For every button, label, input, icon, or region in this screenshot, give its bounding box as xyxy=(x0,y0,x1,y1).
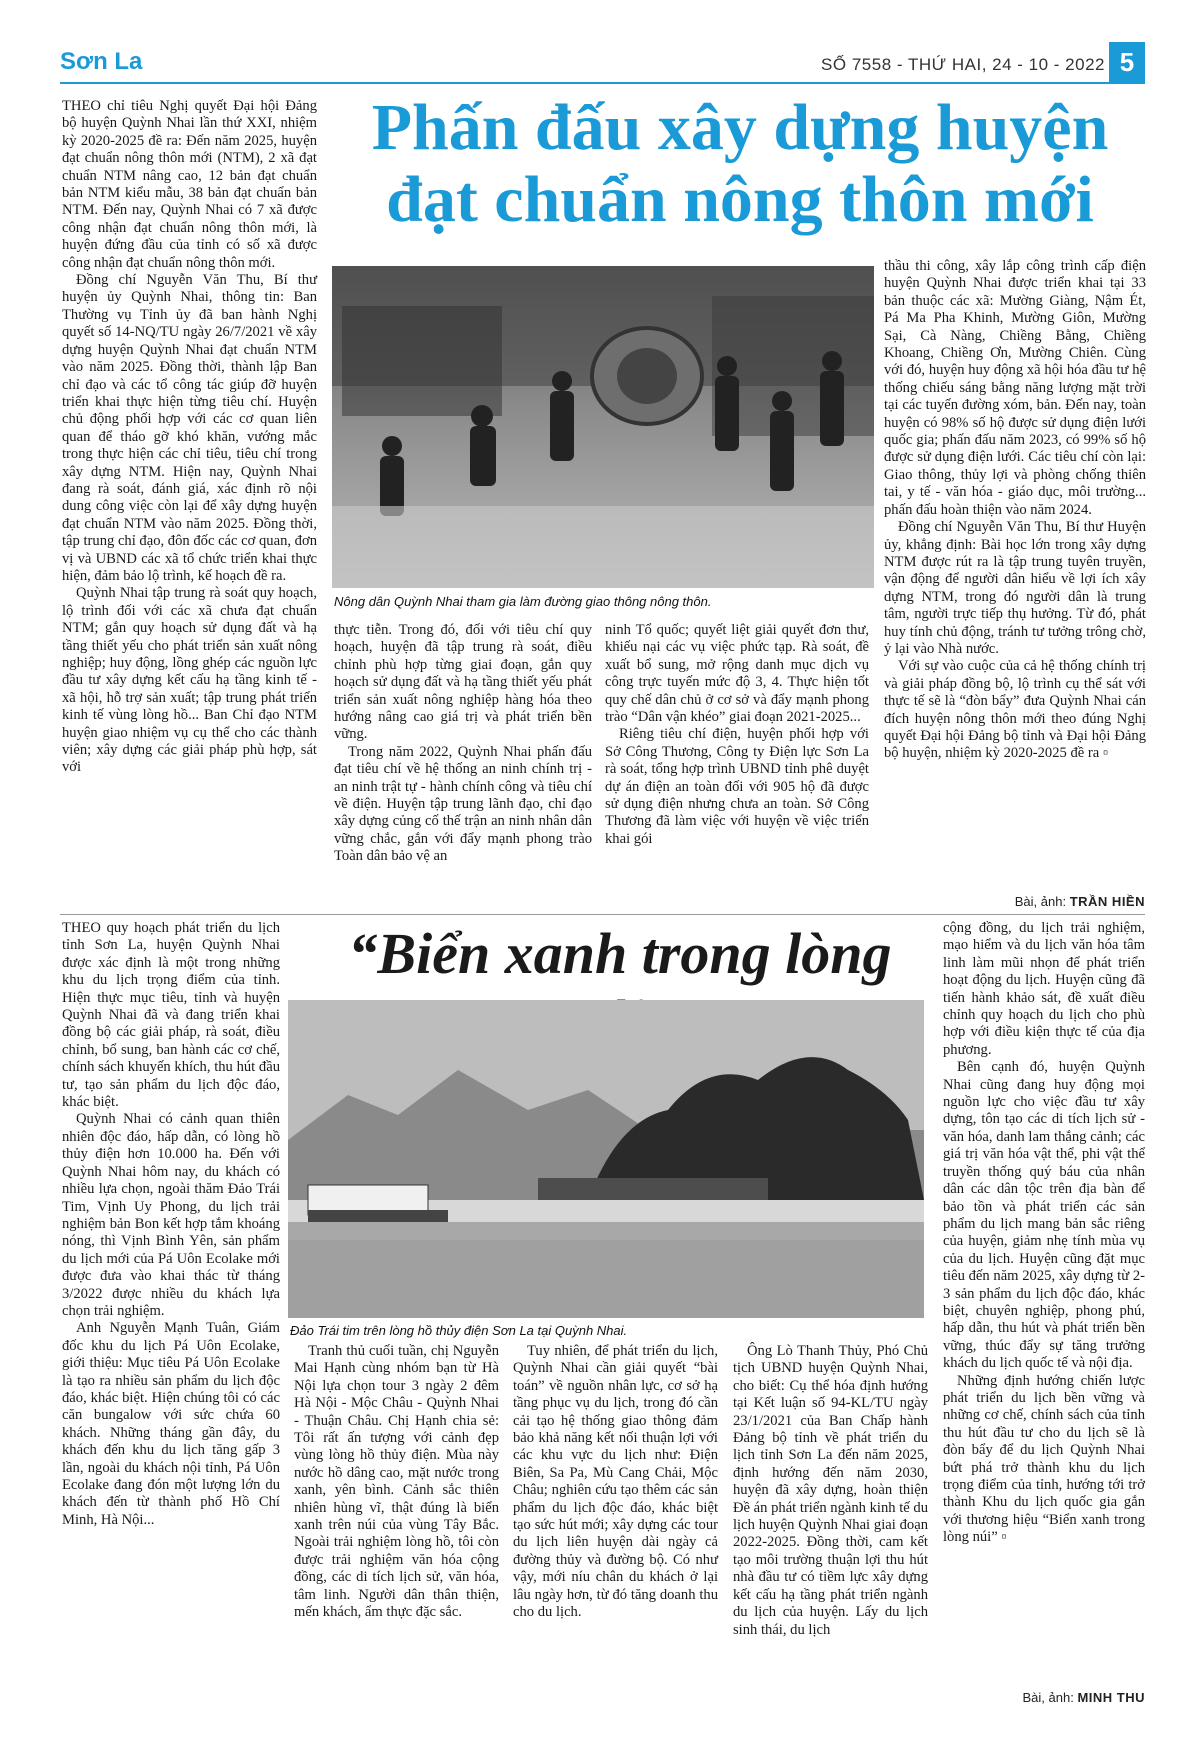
article-divider xyxy=(60,914,1145,915)
article-2-title: “Biển xanh trong lòng xyxy=(348,921,892,986)
paragraph: Ông Lò Thanh Thủy, Phó Chủ tịch UBND huyện Quỳnh Nhai, cho biết: Cụ thể hóa định hướng tại Kết luận số 94-KL/TU ngày 23/1/2021 của Ban Chấp hành Đảng bộ tỉnh về phát triển du lịch tỉnh Sơn La đến năm 2025, định hướng đến năm 2030, huyện đã xây dựng, hoàn thiện Đề án phát triển ngành kinh tế du lịch huyện Quỳnh Nhai giai đoạn 2022-2025. Đồng thời, cam kết tạo môi trường thuận lợi thu hút nhà đầu tư có tiềm lực xây dựng kết cấu hạ tầng phát triển ngành du lịch của huyện. Lấy du lịch sinh thái, du lịch xyxy=(733,1343,928,1638)
article-1-title: Phấn đấu xây dựng huyện đạt chuẩn nông thôn mới xyxy=(371,91,1109,236)
paragraph: Tranh thủ cuối tuần, chị Nguyễn Mai Hạnh cùng nhóm bạn từ Hà Nội lựa chọn tour 3 ngày 2 đêm Hà Nội - Mộc Châu - Quỳnh Nhai - Thuận Châu. Chị Hạnh chia sẻ: Tôi rất ấn tượng với cảnh đẹp vùng lòng hồ thủy điện. Mùa này nước hồ dâng cao, mặt nước trong xanh, yên bình. Cảnh sắc thiên nhiên hùng vĩ, thật đúng là biển xanh trên núi của vùng Tây Bắc. Ngoài trải nghiệm lòng hồ, tôi còn được trải nghiệm văn hóa cộng đồng, các di tích lịch sử, văn hóa, tâm linh. Người dân thân thiện, mến khách, ẩm thực đặc sắc. xyxy=(294,1343,499,1621)
section-name: Sơn La xyxy=(60,48,143,75)
paragraph: Quỳnh Nhai tập trung rà soát quy hoạch, lộ trình đối với các xã chưa đạt chuẩn NTM; gắn quy hoạch sử dụng đất và hạ tầng thiết yếu cho phát triển sản xuất nông nghiệp; huy động, lồng ghép các nguồn lực đầu tư xây dựng kết cấu hạ tầng kinh tế - xã hội, hỗ trợ sản xuất; tập trung phát triển kinh tế vùng lòng hồ... Ban Chỉ đạo NTM huyện giao nhiệm vụ cụ thể cho các thành viên; xây dựng các giải pháp phù hợp, sát với xyxy=(62,585,317,776)
article-2-photo xyxy=(288,1000,924,1318)
paragraph: THEO chỉ tiêu Nghị quyết Đại hội Đảng bộ huyện Quỳnh Nhai lần thứ XXI, nhiệm kỳ 2020-2025 đề ra: Đến năm 2025, huyện đạt chuẩn nông thôn mới (NTM), 2 xã đạt chuẩn NTM nâng cao, 12 bản đạt chuẩn bản NTM kiểu mẫu, 38 bản đạt chuẩn bản NTM. Đến nay, Quỳnh Nhai có 7 xã được công nhận đạt chuẩn nông thôn mới, là huyện đứng đầu của tỉnh có số xã được công nhận đạt chuẩn nông thôn mới. xyxy=(62,98,317,271)
article-2-col-3 xyxy=(513,1343,718,1622)
byline-prefix: Bài, ảnh: xyxy=(1014,894,1067,909)
paragraph: Anh Nguyễn Mạnh Tuân, Giám đốc khu du lịch Pá Uôn Ecolake, giới thiệu: Mục tiêu Pá Uôn Ecolake là tạo ra nhiều sản phẩm du lịch độc đáo, khác biệt. Hiện chúng tôi có các căn bungalow với sức chứa 60 khách. Những tháng gần đây, du khách đến khu du lịch tăng gấp 3 lần, ngoài du khách nội tỉnh, Pá Uôn Ecolake đang đón một lượng lớn du khách đến từ thành phố Hồ Chí Minh, Hà Nội... xyxy=(62,1320,280,1528)
byline-author: TRẦN HIỀN xyxy=(1069,894,1145,909)
paragraph: ninh Tổ quốc; quyết liệt giải quyết đơn thư, khiếu nại các vụ việc phức tạp. Rà soát, đề xuất bổ sung, mở rộng danh mục dịch vụ công trực tuyến mức độ 3, 4. Thực hiện tốt quy chế dân chủ ở cơ sở và đẩy mạnh phong trào “Dân vận khéo” giai đoạn 2021-2025... xyxy=(605,622,869,726)
heart-island-photo xyxy=(288,1000,924,1318)
article-2-caption: Đảo Trái tim trên lòng hồ thủy điện Sơn La tại Quỳnh Nhai. xyxy=(290,1323,628,1338)
article-1-col-1 xyxy=(62,98,317,777)
article-1-col-4 xyxy=(884,258,1146,763)
byline-prefix: Bài, ảnh: xyxy=(1022,1690,1074,1705)
paragraph: Đồng chí Nguyễn Văn Thu, Bí thư Huyện ủy, khẳng định: Bài học lớn trong xây dựng NTM được rút ra là tập trung tuyên truyền, vận động để người dân hiểu về lợi ích xây dựng NTM, trong đó người dân là trung tâm, người trực tiếp thụ hưởng. Từ đó, phát huy tính chủ động, tránh tư tưởng trông chờ, ỷ lại vào Nhà nước. xyxy=(884,519,1146,657)
paragraph: thầu thi công, xây lắp công trình cấp điện huyện Quỳnh Nhai được triển khai tại 33 bản thuộc các xã: Mường Giàng, Nậm Ét, Pá Ma Pha Khinh, Mường Giôn, Mường Sại, Cà Nàng, Chiềng Bằng, Chiềng Khoang, Chiềng Ơn, Mường Chiên. Cùng với đó, huyện huy động xã hội hóa đầu tư hệ thống chiếu sáng bằng năng lượng mặt trời tại các tuyến đường xóm, bản. Đến nay, toàn huyện có 98% số hộ được sử dụng điện lưới quốc gia; phấn đấu năm 2023, có 99% số hộ được sử dụng điện lưới. Các tiêu chí còn lại: Giao thông, thủy lợi và phòng chống thiên tai, y tế - văn hóa - giáo dục, môi trường... phấn đấu hoàn thiện vào năm 2024. xyxy=(884,258,1146,518)
paragraph: thực tiễn. Trong đó, đối với tiêu chí quy hoạch, huyện đã tập trung rà soát, điều chỉnh phù hợp từng giai đoạn, gắn quy hoạch sử dụng đất và hạ tầng thiết yếu phát triển sản xuất nông nghiệp hàng hóa theo hướng nâng cao giá trị và phát triển bền vững. xyxy=(334,622,592,743)
paragraph: Những định hướng chiến lược phát triển du lịch bền vững và những cơ chế, chính sách của tỉnh thu hút đầu tư cho du lịch sẽ là đòn bẩy để du lịch Quỳnh Nhai bứt phá trở thành khu du lịch trọng điểm của tỉnh, hướng tới trở thành Khu du lịch quốc gia gắn với thương hiệu “Biển xanh trong lòng núi” ▫ xyxy=(943,1372,1145,1546)
paragraph: Đồng chí Nguyễn Văn Thu, Bí thư huyện ủy Quỳnh Nhai, thông tin: Ban Thường vụ Tỉnh ủy đã ban hành Nghị quyết số 14-NQ/TU ngày 26/7/2021 về xây dựng huyện Quỳnh Nhai đạt chuẩn NTM vào năm 2025. Đồng thời, thành lập Ban chỉ đạo và các tổ công tác giúp đỡ huyện triển khai thực hiện từng tiêu chí. Huyện chủ động phối hợp với các cơ quan liên quan để tháo gỡ khó khăn, vướng mắc trong thực hiện các chỉ tiêu, tiêu chí trong xây dựng NTM. Hiện nay, Quỳnh Nhai đang rà soát, đánh giá, xác định rõ nội dung công việc còn lại để xây dựng huyện đạt chuẩn NTM vào năm 2025. Đồng thời, tập trung chỉ đạo, đôn đốc các cơ quan, đơn vị và UBND các xã tổ chức triển khai thực hiện, đảm bảo lộ trình, kế hoạch đề ra. xyxy=(62,272,317,584)
paragraph: Tuy nhiên, để phát triển du lịch, Quỳnh Nhai cần giải quyết “bài toán” về nguồn nhân lực, cơ sở hạ tầng phục vụ du lịch, trong đó cần cải tạo hệ thống giao thông đảm bảo khả năng kết nối thuận lợi với các khu vực du lịch như: Điện Biên, Sa Pa, Mù Cang Chải, Mộc Châu; nghiên cứu tạo thêm các sản phẩm du lịch độc đáo, khác biệt tạo sức hút mới; xây dựng các tour du lịch liên huyện dài ngày cả đường thủy và đường bộ. Có như vậy, mới níu chân du khách ở lại lâu ngày hơn, từ đó tăng doanh thu cho du lịch. xyxy=(513,1343,718,1621)
paragraph: Với sự vào cuộc của cả hệ thống chính trị và giải pháp đồng bộ, lộ trình cụ thể sát với thực tế sẽ là “đòn bẩy” đưa Quỳnh Nhai cán đích huyện nông thôn mới theo đúng Nghị quyết Đại hội Đảng bộ tỉnh và Đại hội Đảng bộ huyện, nhiệm kỳ 2020-2025 đề ra ▫ xyxy=(884,658,1146,762)
paragraph: cộng đồng, du lịch trải nghiệm, mạo hiểm và du lịch văn hóa tâm linh làm mũi nhọn để phát triển hoạt động du lịch. Huyện cũng đã tiến hành khảo sát, đề xuất điều chỉnh quy hoạch du lịch cho phù hợp với điều kiện thực tế của địa phương. xyxy=(943,920,1145,1058)
article-2-byline xyxy=(1023,1690,1146,1705)
article-1-col-2 xyxy=(334,622,592,866)
paragraph: Trong năm 2022, Quỳnh Nhai phấn đấu đạt tiêu chí về hệ thống an ninh chính trị - an ninh trật tự - hành chính công và tiêu chí về điện. Huyện tập trung lãnh đạo, chỉ đạo xây dựng củng cố thế trận an ninh nhân dân vững chắc, gắn với đẩy mạnh phong trào Toàn dân bảo vệ an xyxy=(334,743,592,865)
page-number: 5 xyxy=(1109,42,1145,82)
article-1-photo xyxy=(332,266,874,588)
article-1-byline xyxy=(1015,894,1145,909)
paragraph: Riêng tiêu chí điện, huyện phối hợp với Sở Công Thương, Công ty Điện lực Sơn La rà soát, tổng hợp trình UBND tỉnh phê duyệt dự án điện an toàn đối với 905 hộ đã được sử dụng điện nhưng chưa an toàn. Sở Công Thương đã làm việc với huyện về việc triển khai gói xyxy=(605,726,869,847)
article-2-col-2 xyxy=(294,1343,499,1622)
header-rule xyxy=(60,82,1145,84)
paragraph: THEO quy hoạch phát triển du lịch tỉnh Sơn La, huyện Quỳnh Nhai được xác định là một trong những khu du lịch trọng điểm của tỉnh. Hiện thực mục tiêu, tỉnh và huyện Quỳnh Nhai đã và đang triển khai đồng bộ các giải pháp, rà soát, điều chỉnh, bổ sung, ban hành các cơ chế, chính sách khuyến khích, thu hút đầu tư, tạo sản phẩm du lịch độc đáo, khác biệt. xyxy=(62,920,280,1111)
article-1-caption: Nông dân Quỳnh Nhai tham gia làm đường giao thông nông thôn. xyxy=(334,594,712,609)
road-workers-photo xyxy=(332,266,874,588)
paragraph: Bên cạnh đó, huyện Quỳnh Nhai cũng đang huy động mọi nguồn lực cho việc đầu tư xây dựng, tôn tạo các di tích lịch sử - văn hóa, danh lam thắng cảnh; các giá trị văn hóa vật thể, phi vật thể truyền thống quý báu của nhân dân các dân tộc trên địa bàn để bảo tồn và phát triển các sản phẩm du lịch mang bản sắc riêng của huyện, giảm nhẹ tính mùa vụ của du lịch. Huyện cũng đặt mục tiêu đến năm 2025, xây dựng từ 2-3 sản phẩm du lịch độc đáo, khác biệt, chuyên nghiệp, phong phú, hấp dẫn, thu hút và phát triển bền vững, thúc đẩy sự tăng trưởng khách du lịch quốc tế và nội địa. xyxy=(943,1059,1145,1372)
article-1-col-3 xyxy=(605,622,869,848)
issue-info: SỐ 7558 - THỨ HAI, 24 - 10 - 2022 xyxy=(821,55,1105,74)
byline-author: MINH THU xyxy=(1077,1690,1145,1705)
paragraph: Quỳnh Nhai có cảnh quan thiên nhiên độc đáo, hấp dẫn, có lòng hồ thủy điện hơn 10.000 ha. Đến với Quỳnh Nhai hôm nay, du khách có nhiều lựa chọn, ngoài thăm Đảo Trái Tim, Vịnh Uy Phong, du lịch trải nghiệm bản Bon kết hợp tắm khoáng nóng, thì Vịnh Bình Yên, sản phẩm du lịch mới của Pá Uôn Ecolake mới được đưa vào khai thác từ tháng 3/2022 được nhiều du khách lựa chọn trải nghiệm. xyxy=(62,1111,280,1319)
article-2-col-4 xyxy=(733,1343,928,1639)
article-2-col-1 xyxy=(62,920,280,1529)
article-2-col-5 xyxy=(943,920,1145,1547)
